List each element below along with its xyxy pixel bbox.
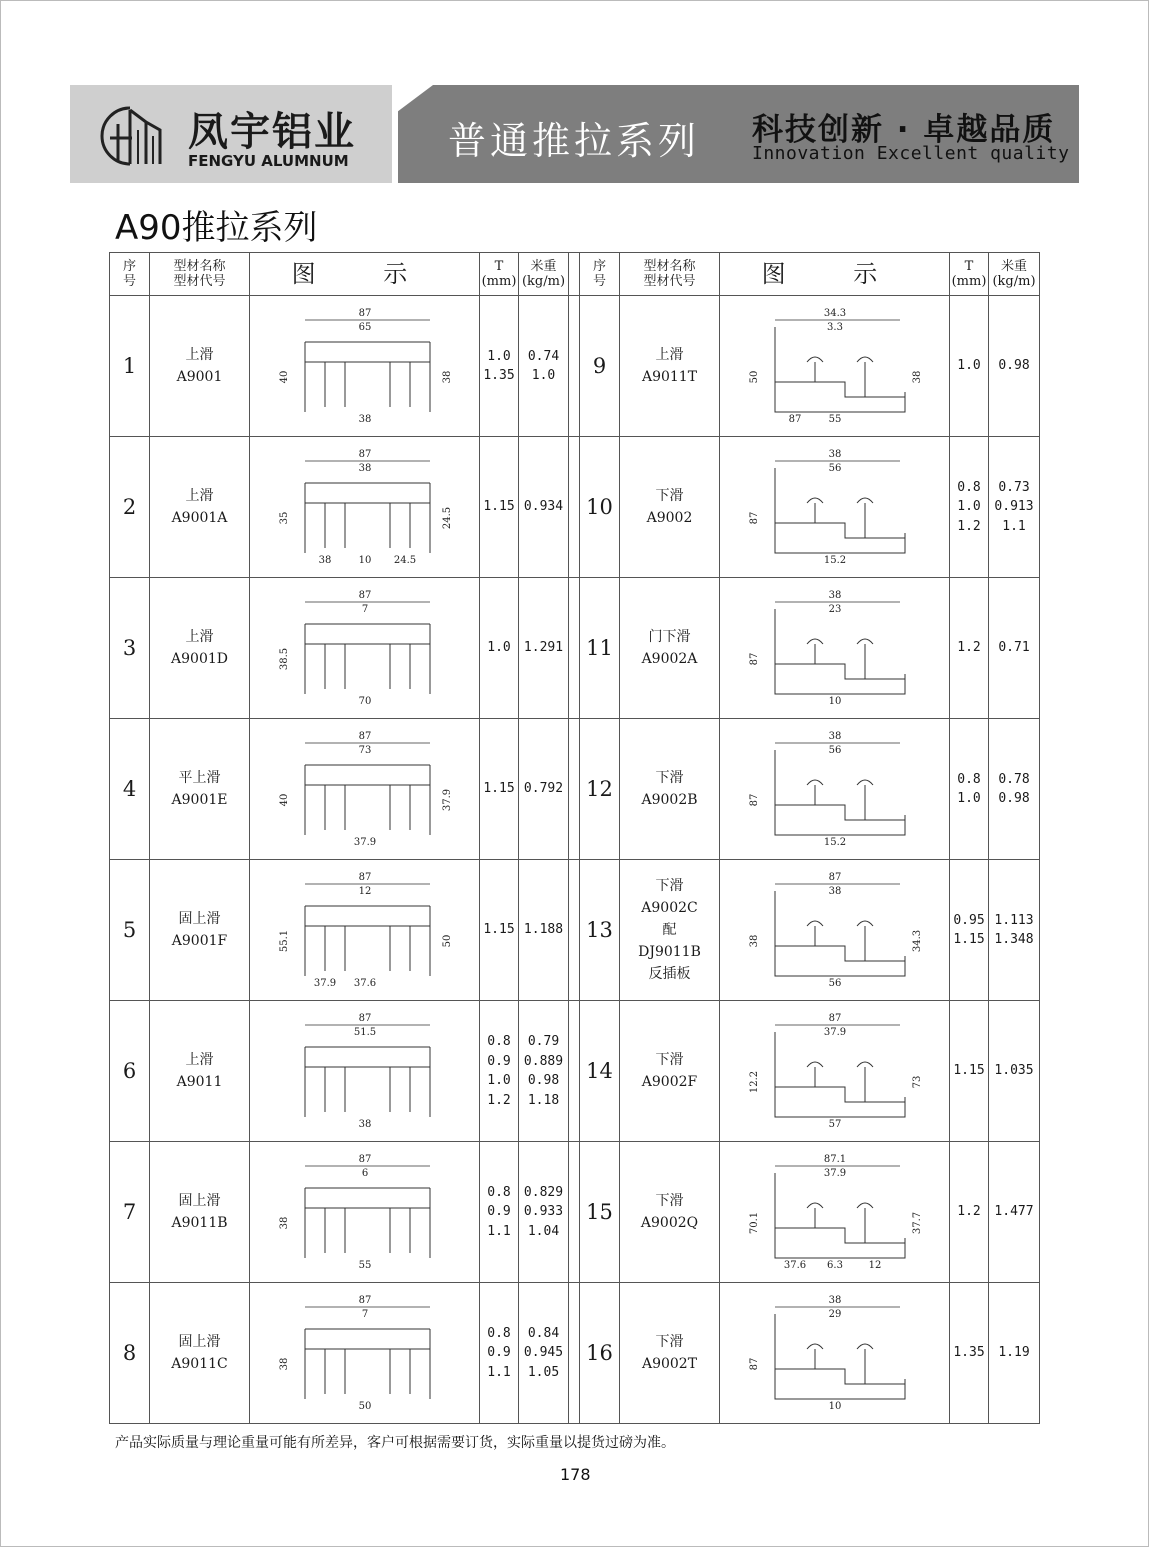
- dimension-label: 38: [358, 1119, 371, 1130]
- header-name: 型材名称 型材代号: [150, 253, 250, 296]
- cell-seq: 13: [580, 860, 620, 1001]
- cell-seq: 15: [580, 1142, 620, 1283]
- cell-name: 下滑 A9002Q: [620, 1142, 720, 1283]
- cell-image: [250, 1142, 480, 1283]
- cell-image: [720, 1142, 950, 1283]
- column-gap: [569, 578, 580, 719]
- cell-name: 平上滑 A9001E: [150, 719, 250, 860]
- cell-seq: 6: [110, 1001, 150, 1142]
- dimension-label: 15.2: [823, 555, 846, 566]
- cell-seq: 12: [580, 719, 620, 860]
- dimension-label: 87: [828, 872, 841, 883]
- cell-name: 上滑 A9001: [150, 296, 250, 437]
- cell-seq: 11: [580, 578, 620, 719]
- dimension-label: 38: [278, 1216, 290, 1230]
- cell-image: [250, 437, 480, 578]
- cell-t: 0.8 0.9 1.1: [480, 1283, 519, 1424]
- profile-drawing: [265, 725, 465, 853]
- profile-drawing: [735, 584, 935, 712]
- dimension-label: 34.3: [823, 308, 846, 319]
- cell-weight: 1.291: [519, 578, 569, 719]
- dimension-label: 12: [868, 1260, 881, 1271]
- cell-seq: 2: [110, 437, 150, 578]
- dimension-label: 29: [828, 1309, 841, 1320]
- cell-weight: 1.035: [989, 1001, 1040, 1142]
- cell-t: 1.35: [950, 1283, 989, 1424]
- dimension-label: 87: [748, 1357, 760, 1371]
- cell-weight: 0.98: [989, 296, 1040, 437]
- table-row: [110, 860, 1040, 1001]
- cell-t: 0.8 0.9 1.0 1.2: [480, 1001, 519, 1142]
- cell-weight: 0.829 0.933 1.04: [519, 1142, 569, 1283]
- dimension-label: 55: [828, 414, 841, 425]
- cell-name: 下滑 A9002B: [620, 719, 720, 860]
- header-weight: 米重 (kg/m): [989, 253, 1040, 296]
- cell-image: [250, 719, 480, 860]
- dimension-label: 87: [358, 872, 371, 883]
- cell-t: 0.8 1.0: [950, 719, 989, 860]
- cell-weight: 0.84 0.945 1.05: [519, 1283, 569, 1424]
- dimension-label: 57: [828, 1119, 841, 1130]
- dimension-label: 70: [358, 696, 371, 707]
- dimension-label: 87: [358, 1295, 371, 1306]
- dimension-label: 24.5: [441, 506, 453, 530]
- dimension-label: 87: [748, 793, 760, 807]
- profile-drawing: [265, 584, 465, 712]
- cell-image: [250, 296, 480, 437]
- brand-name-cn: 凤宇铝业: [188, 109, 356, 155]
- dimension-label: 87: [748, 652, 760, 666]
- page-number: 178: [560, 1465, 591, 1484]
- cell-weight: 0.74 1.0: [519, 296, 569, 437]
- column-gap: [569, 860, 580, 1001]
- profile-table: [109, 252, 1040, 1424]
- cell-weight: 1.188: [519, 860, 569, 1001]
- dimension-label: 24.5: [393, 555, 416, 566]
- dimension-label: 87: [358, 590, 371, 601]
- column-gap: [569, 1283, 580, 1424]
- band-divider: [393, 85, 433, 115]
- cell-t: 1.15: [480, 437, 519, 578]
- table-row: [110, 437, 1040, 578]
- dimension-label: 37.6: [353, 978, 376, 989]
- dimension-label: 87: [358, 449, 371, 460]
- cell-image: [720, 1283, 950, 1424]
- profile-drawing: [265, 1289, 465, 1417]
- dimension-label: 50: [358, 1401, 371, 1412]
- dimension-label: 87: [788, 414, 801, 425]
- dimension-label: 38: [358, 463, 371, 474]
- cell-name: 门下滑 A9002A: [620, 578, 720, 719]
- cell-name: 上滑 A9011T: [620, 296, 720, 437]
- table-row: [110, 296, 1040, 437]
- cell-image: [720, 578, 950, 719]
- dimension-label: 38: [441, 370, 453, 384]
- cell-t: 1.2: [950, 578, 989, 719]
- dimension-label: 34.3: [911, 929, 923, 953]
- dimension-label: 56: [828, 463, 841, 474]
- cell-t: 1.15: [950, 1001, 989, 1142]
- dimension-label: 65: [358, 322, 371, 333]
- cell-weight: 0.71: [989, 578, 1040, 719]
- dimension-label: 6: [361, 1168, 368, 1179]
- footnote: 产品实际质量与理论重量可能有所差异，客户可根据需要订货，实际重量以提货过磅为准。: [115, 1435, 675, 1451]
- dimension-label: 55.1: [278, 929, 290, 953]
- header-seq: 序 号: [110, 253, 150, 296]
- cell-name: 上滑 A9001A: [150, 437, 250, 578]
- header-image: 图 示: [720, 253, 950, 296]
- dimension-label: 37.9: [353, 837, 376, 848]
- profile-drawing: [265, 1007, 465, 1135]
- cell-image: [250, 578, 480, 719]
- cell-seq: 7: [110, 1142, 150, 1283]
- dimension-label: 56: [828, 978, 841, 989]
- dimension-label: 38: [748, 934, 760, 948]
- dimension-label: 3.3: [826, 322, 843, 333]
- dimension-label: 73: [358, 745, 371, 756]
- cell-name: 固上滑 A9001F: [150, 860, 250, 1001]
- dimension-label: 37.9: [313, 978, 336, 989]
- dimension-label: 38: [828, 590, 841, 601]
- cell-seq: 5: [110, 860, 150, 1001]
- dimension-label: 55: [358, 1260, 371, 1271]
- column-gap: [569, 437, 580, 578]
- dimension-label: 50: [748, 370, 760, 384]
- cell-name: 下滑 A9002F: [620, 1001, 720, 1142]
- header-weight: 米重 (kg/m): [519, 253, 569, 296]
- dimension-label: 38: [828, 886, 841, 897]
- dimension-label: 38: [828, 731, 841, 742]
- cell-name: 上滑 A9001D: [150, 578, 250, 719]
- cell-name: 下滑 A9002T: [620, 1283, 720, 1424]
- dimension-label: 15.2: [823, 837, 846, 848]
- cell-seq: 16: [580, 1283, 620, 1424]
- dimension-label: 38: [828, 449, 841, 460]
- cell-weight: 0.73 0.913 1.1: [989, 437, 1040, 578]
- dimension-label: 87: [358, 731, 371, 742]
- profile-drawing: [735, 302, 935, 430]
- dimension-label: 10: [358, 555, 371, 566]
- cell-image: [720, 1001, 950, 1142]
- table-row: [110, 1283, 1040, 1424]
- column-gap: [569, 253, 580, 296]
- table-row: [110, 1001, 1040, 1142]
- table-row: [110, 1142, 1040, 1283]
- table-row: [110, 578, 1040, 719]
- column-gap: [569, 1001, 580, 1142]
- profile-drawing: [735, 725, 935, 853]
- dimension-label: 10: [828, 1401, 841, 1412]
- cell-image: [720, 719, 950, 860]
- profile-drawing: [735, 1148, 935, 1276]
- cell-name: 下滑 A9002C 配 DJ9011B 反插板: [620, 860, 720, 1001]
- cell-seq: 10: [580, 437, 620, 578]
- table-header-row: [110, 253, 1040, 296]
- fengyu-logo-icon: [100, 100, 170, 170]
- cell-seq: 8: [110, 1283, 150, 1424]
- cell-name: 上滑 A9011: [150, 1001, 250, 1142]
- cell-t: 0.95 1.15: [950, 860, 989, 1001]
- cell-image: [720, 437, 950, 578]
- header-seq: 序 号: [580, 253, 620, 296]
- profile-drawing: [265, 443, 465, 571]
- cell-t: 1.15: [480, 719, 519, 860]
- page-title: A90推拉系列: [115, 208, 318, 248]
- table-row: [110, 719, 1040, 860]
- dimension-label: 87: [358, 1154, 371, 1165]
- dimension-label: 12.2: [748, 1070, 760, 1094]
- dimension-label: 6.3: [826, 1260, 843, 1271]
- dimension-label: 37.9: [441, 788, 453, 812]
- cell-seq: 1: [110, 296, 150, 437]
- profile-drawing: [735, 443, 935, 571]
- cell-image: [250, 860, 480, 1001]
- cell-weight: 1.477: [989, 1142, 1040, 1283]
- cell-t: 1.2: [950, 1142, 989, 1283]
- cell-weight: 0.79 0.889 0.98 1.18: [519, 1001, 569, 1142]
- dimension-label: 38: [358, 414, 371, 425]
- slogan-cn: 科技创新 · 卓越品质: [752, 112, 1056, 148]
- dimension-label: 7: [361, 604, 368, 615]
- dimension-label: 51.5: [353, 1027, 376, 1038]
- dimension-label: 7: [361, 1309, 368, 1320]
- dimension-label: 40: [278, 370, 290, 384]
- cell-weight: 0.78 0.98: [989, 719, 1040, 860]
- column-gap: [569, 296, 580, 437]
- dimension-label: 37.9: [823, 1168, 846, 1179]
- cell-name: 下滑 A9002: [620, 437, 720, 578]
- header-t: T (mm): [950, 253, 989, 296]
- cell-seq: 3: [110, 578, 150, 719]
- cell-t: 1.0: [950, 296, 989, 437]
- dimension-label: 56: [828, 745, 841, 756]
- dimension-label: 38: [828, 1295, 841, 1306]
- cell-t: 0.8 1.0 1.2: [950, 437, 989, 578]
- dimension-label: 40: [278, 793, 290, 807]
- dimension-label: 87: [358, 308, 371, 319]
- brand-name-en: FENGYU ALUMNUM: [188, 152, 349, 170]
- dimension-label: 37.6: [783, 1260, 806, 1271]
- cell-image: [720, 860, 950, 1001]
- cell-t: 1.0: [480, 578, 519, 719]
- cell-weight: 0.792: [519, 719, 569, 860]
- dimension-label: 87.1: [823, 1154, 846, 1165]
- cell-seq: 14: [580, 1001, 620, 1142]
- cell-image: [250, 1283, 480, 1424]
- profile-drawing: [735, 1289, 935, 1417]
- cell-name: 固上滑 A9011B: [150, 1142, 250, 1283]
- dimension-label: 87: [748, 511, 760, 525]
- cell-image: [250, 1001, 480, 1142]
- dimension-label: 37.9: [823, 1027, 846, 1038]
- dimension-label: 37.7: [911, 1211, 923, 1235]
- cell-weight: 1.113 1.348: [989, 860, 1040, 1001]
- cell-image: [720, 296, 950, 437]
- dimension-label: 38: [911, 370, 923, 384]
- dimension-label: 38: [278, 1357, 290, 1371]
- dimension-label: 35: [278, 511, 290, 525]
- column-gap: [569, 1142, 580, 1283]
- cell-t: 1.15: [480, 860, 519, 1001]
- profile-drawing: [265, 866, 465, 994]
- dimension-label: 87: [358, 1013, 371, 1024]
- cell-weight: 0.934: [519, 437, 569, 578]
- dimension-label: 12: [358, 886, 371, 897]
- dimension-label: 38.5: [278, 647, 290, 671]
- dimension-label: 10: [828, 696, 841, 707]
- cell-seq: 9: [580, 296, 620, 437]
- cell-seq: 4: [110, 719, 150, 860]
- slogan-en: Innovation Excellent quality: [752, 143, 1070, 164]
- dimension-label: 70.1: [748, 1211, 760, 1235]
- dimension-label: 23: [828, 604, 841, 615]
- profile-drawing: [265, 302, 465, 430]
- cell-t: 1.0 1.35: [480, 296, 519, 437]
- dimension-label: 50: [441, 934, 453, 948]
- header-image: 图 示: [250, 253, 480, 296]
- profile-drawing: [735, 1007, 935, 1135]
- series-title: 普通推拉系列: [448, 119, 701, 163]
- dimension-label: 38: [318, 555, 331, 566]
- cell-weight: 1.19: [989, 1283, 1040, 1424]
- header-t: T (mm): [480, 253, 519, 296]
- profile-drawing: [265, 1148, 465, 1276]
- header-name: 型材名称 型材代号: [620, 253, 720, 296]
- cell-t: 0.8 0.9 1.1: [480, 1142, 519, 1283]
- column-gap: [569, 719, 580, 860]
- dimension-label: 87: [828, 1013, 841, 1024]
- profile-drawing: [735, 866, 935, 994]
- cell-name: 固上滑 A9011C: [150, 1283, 250, 1424]
- dimension-label: 73: [911, 1075, 923, 1089]
